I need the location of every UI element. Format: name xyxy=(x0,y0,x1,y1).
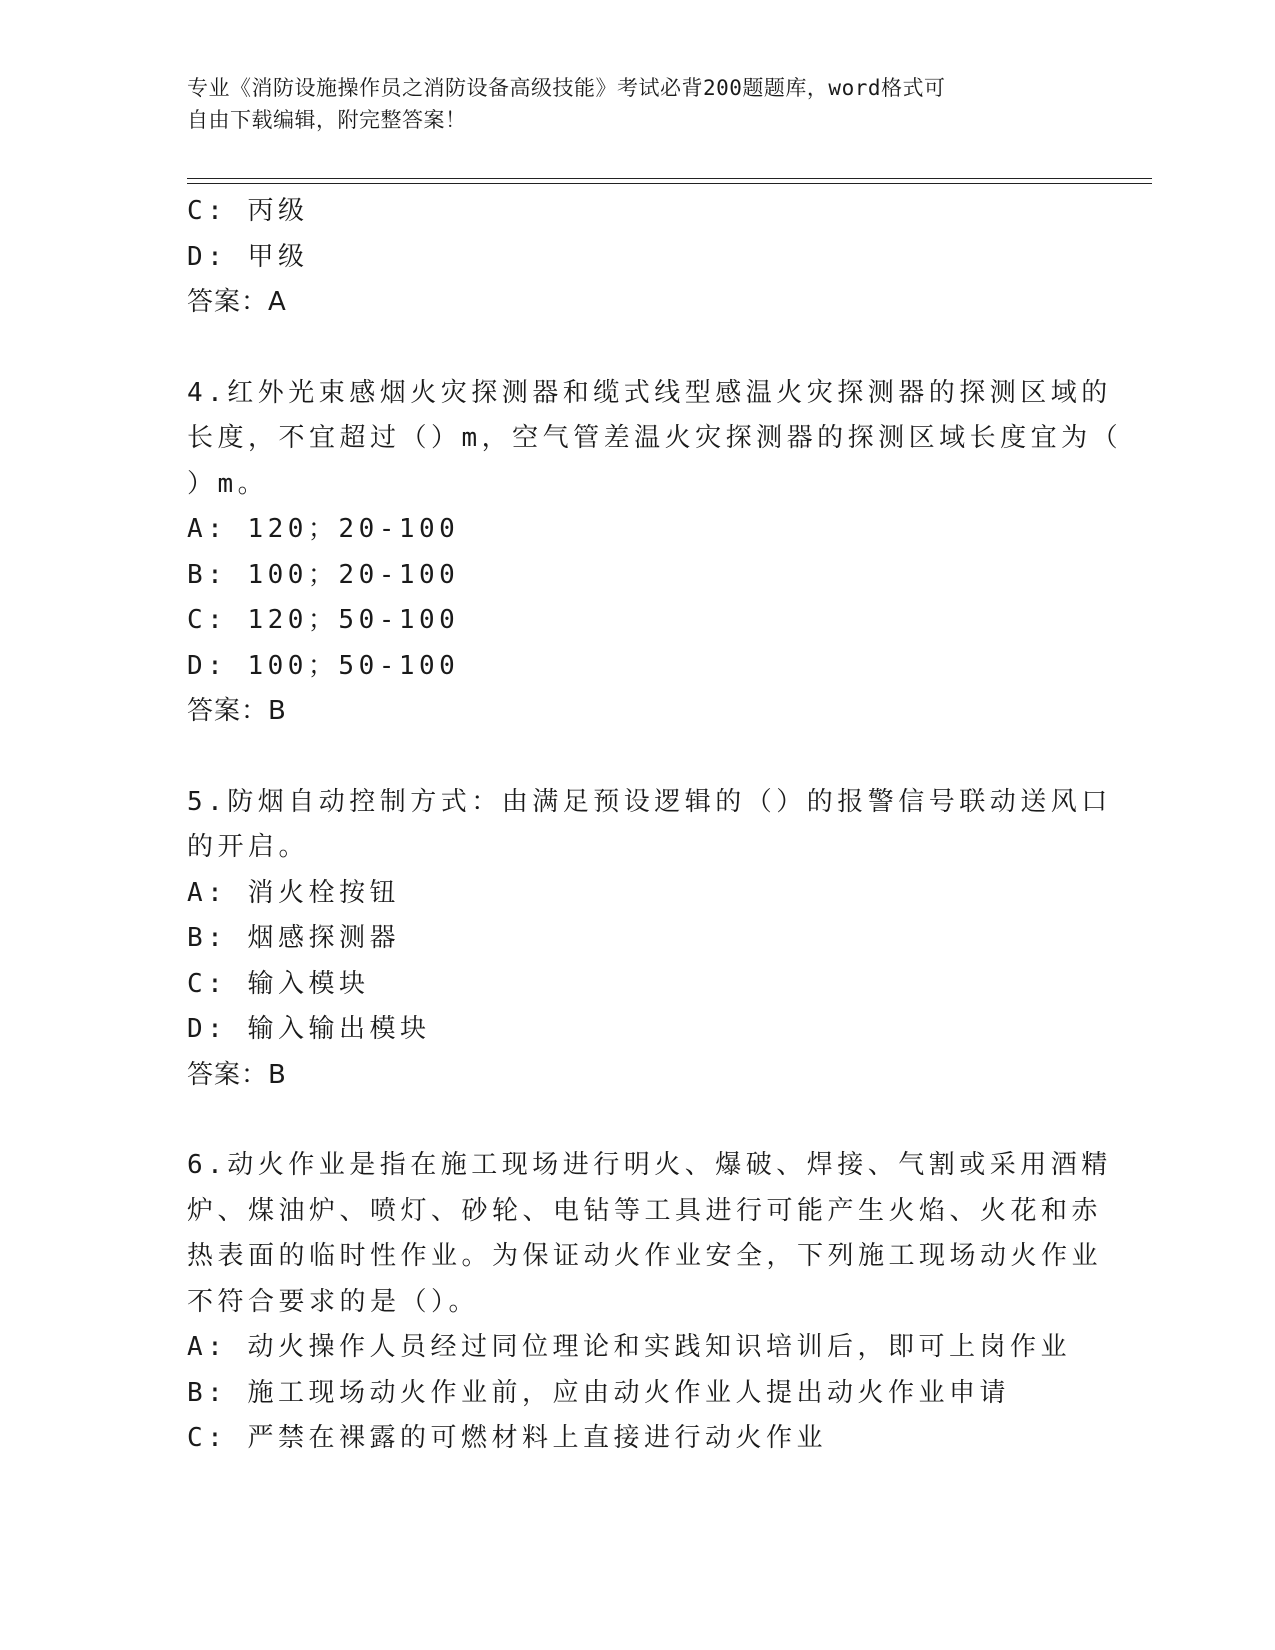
option-a: A: 120；20-100 xyxy=(187,514,460,544)
answer-line: 答案：B xyxy=(187,1059,287,1090)
option-b: B: 施工现场动火作业前，应由动火作业人提出动火作业申请 xyxy=(187,1377,1010,1408)
option-d: D: 输入输出模块 xyxy=(187,1014,431,1044)
question-4 xyxy=(187,371,1123,735)
stem-line: 5.防烟自动控制方式：由满足预设逻辑的（）的报警信号联动送风口 xyxy=(187,786,1112,817)
stem-line: 6.动火作业是指在施工现场进行明火、爆破、焊接、气割或采用酒精 xyxy=(187,1150,1112,1180)
question-spacer xyxy=(187,326,1077,371)
option-c: C: 丙级 xyxy=(187,196,309,226)
question-spacer xyxy=(187,1098,1077,1143)
question-stem xyxy=(187,371,1123,508)
question-6 xyxy=(187,1143,1112,1462)
stem-line: 炉、煤油炉、喷灯、砂轮、电钻等工具进行可能产生火焰、火花和赤 xyxy=(187,1195,1103,1226)
header-divider-top xyxy=(187,178,1152,179)
stem-line: 热表面的临时性作业。为保证动火作业安全，下列施工现场动火作业 xyxy=(187,1241,1103,1271)
document-header xyxy=(187,72,1067,136)
header-line-2: 自由下载编辑，附完整答案！ xyxy=(187,108,467,132)
option-d: D: 甲级 xyxy=(187,241,309,272)
stem-line: 4.红外光束感烟火灾探测器和缆式线型感温火灾探测器的探测区域的 xyxy=(187,377,1112,408)
stem-line: 不符合要求的是（）。 xyxy=(187,1286,480,1317)
stem-line: ）m。 xyxy=(187,468,269,499)
question-5 xyxy=(187,780,1112,1099)
option-b: B: 烟感探测器 xyxy=(187,923,400,953)
option-d: D: 100；50-100 xyxy=(187,650,460,681)
question-spacer xyxy=(187,735,1077,780)
option-c: C: 120；50-100 xyxy=(187,605,460,635)
stem-line: 长度，不宜超过（）m，空气管差温火灾探测器的探测区域长度宜为（ xyxy=(187,423,1123,453)
header-divider-bottom xyxy=(187,183,1152,184)
header-line-1: 专业《消防设施操作员之消防设备高级技能》考试必背200题题库，word格式可 xyxy=(187,76,946,100)
option-a: A: 动火操作人员经过同位理论和实践知识培训后，即可上岗作业 xyxy=(187,1332,1071,1362)
option-c: C: 输入模块 xyxy=(187,968,370,999)
question-3-tail xyxy=(187,189,1077,326)
question-list xyxy=(187,189,1123,1462)
stem-line: 的开启。 xyxy=(187,832,310,862)
question-stem xyxy=(187,1143,1112,1325)
answer-line: 答案：B xyxy=(187,696,287,726)
question-stem xyxy=(187,780,1112,871)
option-c: C: 严禁在裸露的可燃材料上直接进行动火作业 xyxy=(187,1423,827,1453)
option-a: A: 消火栓按钮 xyxy=(187,877,400,908)
option-b: B: 100；20-100 xyxy=(187,559,460,590)
answer-line: 答案：A xyxy=(187,287,287,317)
